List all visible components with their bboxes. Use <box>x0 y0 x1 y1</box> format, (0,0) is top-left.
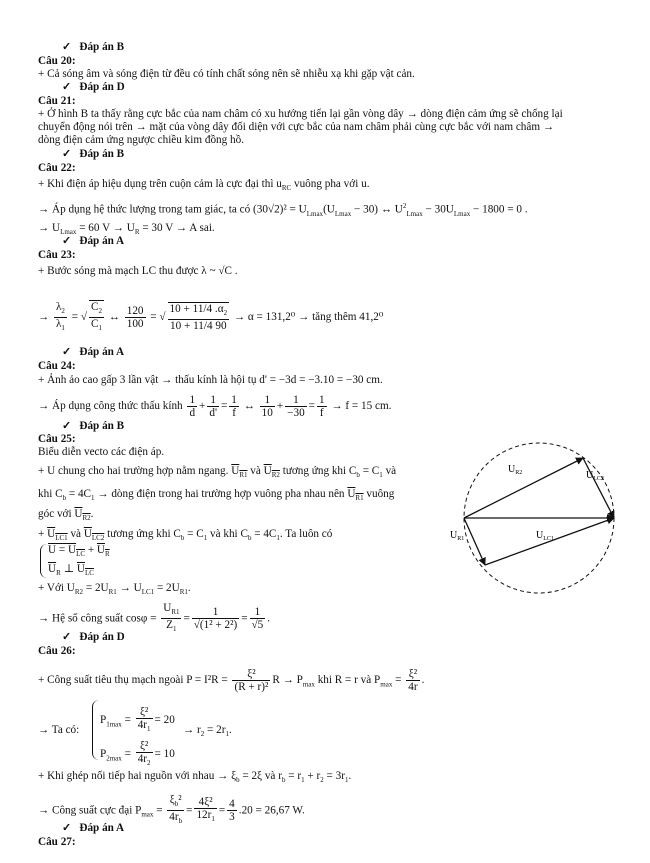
answer-22: ✓ Đáp án A <box>62 235 125 247</box>
question-25-line-6: → Hệ số công suất cosφ = $\frac{U_{R1}}{Z_1}$ = $\frac{1}{\text{√(1² + 2²)}}$ = $\frac{1}{√5}$ . <box>38 602 271 634</box>
answer-19: ✓ Đáp án B <box>62 41 125 53</box>
question-25-title: Câu 25: <box>38 433 76 445</box>
question-25-line-5: + Với $U_{R2} = 2U_{R1} \to U_{LC1} = 2U_{R1}$. <box>38 582 191 597</box>
question-24-line-2: → Áp dụng công thức thấu kính $\frac{1}{d}$ + $\frac{1}{d'}$ = $\frac{1}{f}$ ↔ $\frac{1}{10}$ + $\frac{1}{-30}$ = $\frac{1}{f}$ → f = 15 cm. <box>38 394 392 419</box>
question-25-line-2: khi $C_b = 4C_1$ → dòng điện trong hai trường hợp vuông pha nhau nên $U_{R1}$ vuông <box>38 488 395 503</box>
answer-24: ✓ Đáp án B <box>62 420 125 432</box>
question-25-line-1: + U chung cho hai trường hợp nằm ngang. $U_{R1}$ và $U_{R2}$ tương ứng khi $C_b = C_1$ và <box>38 465 397 480</box>
vector-ur2 <box>464 458 583 518</box>
question-22-title: Câu 22: <box>38 162 76 174</box>
system-brace <box>40 544 47 578</box>
system-line-1: $U = U_{\overline{LC}} + U_R$ <box>48 544 110 559</box>
question-21-line-2: chuyển động nói trên → mặt của vòng dây đối diện với cực bắc của nam châm phải cùng cực bắc với nam châm → <box>38 121 555 133</box>
question-26-line-2: → Ta có: <box>38 724 80 736</box>
question-26-title: Câu 26: <box>38 645 76 657</box>
question-26-line-3: + Khi ghép nối tiếp hai nguồn với nhau → $\xi_b = 2\xi$ và $r_b = r_1 + r_2 = 3r_1$. <box>38 770 352 785</box>
question-24-line-1: + Ảnh ảo cao gấp 3 lần vật → thấu kính là hội tụ d' = −3d = −3.10 = −30 cm. <box>38 374 383 386</box>
question-25-line-3: góc với $U_{R2}$. <box>38 508 94 523</box>
system-brace-26 <box>92 700 99 760</box>
answer-21: ✓ Đáp án B <box>62 148 125 160</box>
question-25-line-0: Biểu diễn vecto các điện áp. <box>38 446 165 458</box>
question-23-line-2: → $\frac{\lambda_2}{\lambda_1}$ = √ $\frac{C_2}{C_1}$ ↔ $\frac{120}{100}$ = √ $\frac{10 + 11/4 .\alpha_2}{10 + 11/4 90}$ → α = 131,2⁰ → tăng thêm 41,2⁰ <box>38 300 384 333</box>
system-26-line-1: $P_{1max}$ = $\frac{\text{ξ²}}{4r_1}$ = 20 <box>100 706 175 734</box>
label-ur1: $U_{R1}$ <box>450 530 465 542</box>
answer-25: ✓ Đáp án D <box>62 631 125 643</box>
vector-ulc2 <box>583 458 614 518</box>
question-24-title: Câu 24: <box>38 360 76 372</box>
vector-diagram <box>450 440 630 600</box>
label-ulc2: $U_{LC2}$ <box>586 470 604 482</box>
answer-23: ✓ Đáp án A <box>62 346 125 358</box>
label-ulc1: $U_{LC1}$ <box>536 530 554 542</box>
system-line-2: $\overline{U}_R$ ⊥ $U_{LC}$ <box>48 563 94 578</box>
question-21-line-1: + Ở hình B ta thấy rằng cực bắc của nam châm có xu hướng tiến lại gần vòng dây → dòng điện cảm ứng sẽ chống lại <box>38 108 563 120</box>
vector-ur1 <box>464 518 485 565</box>
question-21-title: Câu 21: <box>38 95 76 107</box>
system-26-line-2: $P_{2max}$ = $\frac{\text{ξ²}}{4r_2}$ = 10 <box>100 740 175 768</box>
question-23-line-1: + Bước sóng mà mạch LC thu được λ ~ √C . <box>38 265 238 277</box>
question-27-title: Câu 27: <box>38 836 76 848</box>
question-26-line-1: + Công suất tiêu thụ mạch ngoài P = I²R = $\frac{\text{ξ²}}{\text{(R + r)²}}$ $R \to P_{max}$ khi R = r và $P_{max}$ = $\frac{\text{ξ²}}{4r}$ . <box>38 668 425 693</box>
question-23-title: Câu 23: <box>38 249 76 261</box>
question-26-line-4: → Công suất cực đại $P_{max}$ = $\frac{\xi_b^2}{4r_b}$ = $\frac{\text{4ξ²}}{12r_1}$ = $\frac{4}{3}$ .20 = 26,67 W. <box>38 794 305 826</box>
question-21-line-3: dòng điện cảm ứng ngược chiều kim đồng hồ. <box>38 134 245 146</box>
question-20-title: Câu 20: <box>38 55 76 67</box>
answer-20: ✓ Đáp án D <box>62 81 125 93</box>
label-ur2: $U_{R2}$ <box>508 464 523 476</box>
question-22-line-2: → Áp dụng hệ thức lượng trong tam giác, ta có $(30√2)^2 = U_{Lmax}(U_{Lmax} - 30)$ ↔ $U^2_{Lmax} - 30U_{Lmax} - 1800 = 0$ . <box>38 202 528 218</box>
question-26-result: → $r_2 = 2r_1$. <box>183 724 232 739</box>
question-22-line-3: → $U_{Lmax} = 60$ $V \to U_R = 30$ V → A sai. <box>38 222 215 237</box>
question-25-line-4: + $U_{LC1}$ và $U_{LC2}$ tương ứng khi $C_b = C_1$ và khi $C_b = 4C_1$. Ta luôn có <box>38 528 333 543</box>
answer-26: ✓ Đáp án A <box>62 822 125 834</box>
question-20-line-1: + Cả sóng âm và sóng điện từ đều có tính chất sóng nên sẽ nhiễu xạ khi gặp vật cản. <box>38 68 415 80</box>
question-22-line-1: + Khi điện áp hiệu dụng trên cuộn cảm là cực đại thì $u_{RC}$ vuông pha với u. <box>38 178 370 193</box>
